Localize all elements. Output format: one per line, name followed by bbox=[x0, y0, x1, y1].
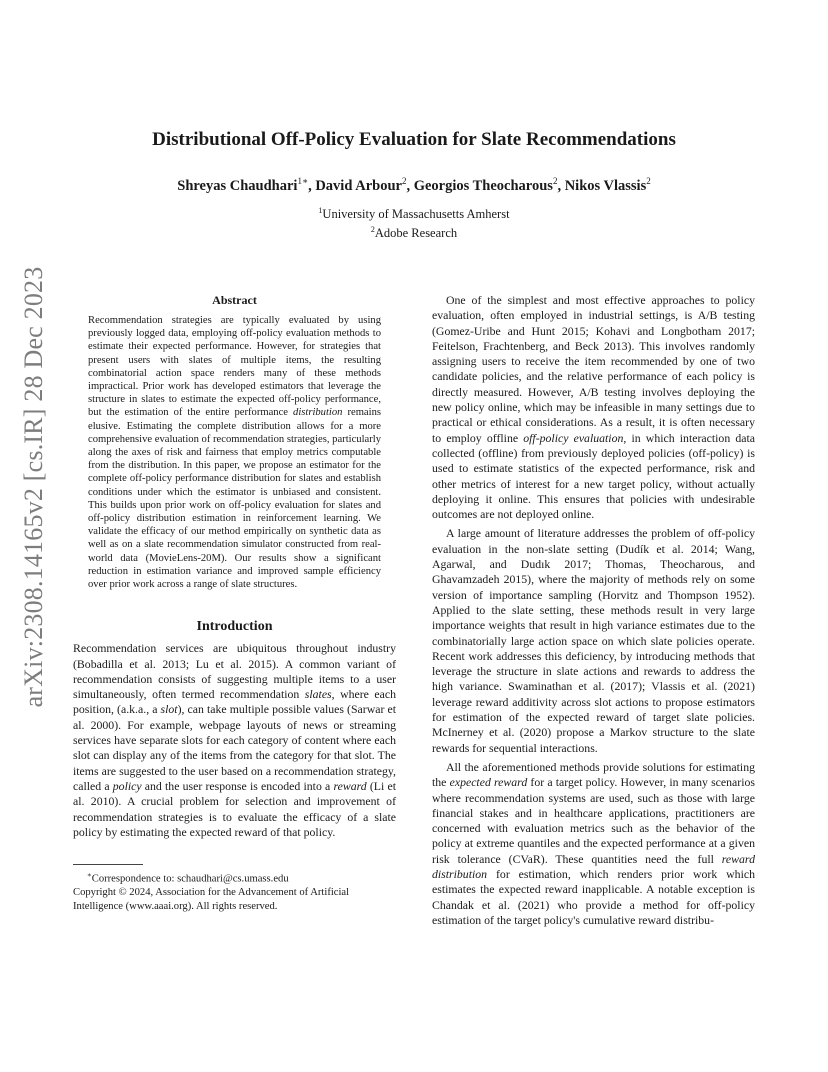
correspondence-text: Correspondence to: schaudhari@cs.umass.edu bbox=[91, 873, 289, 885]
paper-title: Distributional Off-Policy Evaluation for Slate Recommendations bbox=[152, 129, 676, 150]
abstract-text bbox=[88, 314, 381, 591]
text-run: for estimation, which renders prior work which estimates the expected reward inapplicable. A notable exception is Chandak et al. (2021) who provide a method for off-policy estimation of the target policy's cumulative reward distribu- bbox=[432, 866, 755, 927]
text-run: A large amount of literature addresses the problem of off-policy evaluation in the non-slate setting (Dudík et al. 2014; Wang, Agarwal, and Dudık 2017; Thomas, Theocharous, and Ghavamzadeh 2015), where the majority of methods rely on some version of importance sampling (Horvitz and Thompson 1952). Applied to the slate setting, these methods result in very large importance weights that result in high variance estimates due to the combinatorially large action space on which slate policies operate. Recent work addresses this deficiency, by introducing methods that leverage the structure in slate actions and rewards to address the high variance. Swaminathan et al. (2017); Vlassis et al. (2021) leverage reward additivity across slot actions to propose estimators for estimation of the expected reward of target slate policies. McInerney et al. (2020) propose a Markov structure to the slate rewards for sequential interactions. bbox=[432, 526, 755, 755]
text-run: , in which interaction data collected (offline) from previously deployed policies (off-policy) is used to estimate statistics of the expected performance, risk and other metrics of interest for a new target policy, without actually deploying it online. This ensures that policies with undesirable outcomes are not deployed online. bbox=[432, 430, 756, 522]
emphasized-text: slot bbox=[160, 702, 178, 717]
footnote-divider bbox=[73, 864, 143, 865]
body-paragraph-ab-testing bbox=[432, 293, 755, 522]
author-separator: , bbox=[557, 177, 565, 194]
author-name: Shreyas Chaudhari bbox=[177, 177, 298, 194]
introduction-heading: Introduction bbox=[196, 619, 273, 635]
text-run: , where each position, (a.k.a., a bbox=[73, 687, 396, 717]
author-name: Georgios Theocharous bbox=[413, 177, 553, 194]
affiliation-list bbox=[0, 203, 828, 241]
correspondence-footnote bbox=[73, 869, 396, 886]
text-run: (Li et al. 2010). A crucial problem for selection and improvement of recommendation strategies is to evaluate the efficacy of a slate policy by estimating the expected reward of that policy. bbox=[73, 778, 396, 839]
text-run: One of the simplest and most effective approaches to policy evaluation, often employed in industrial settings, is A/B testing (Gomez-Uribe and Hunt 2015; Kohavi and Longbotham 2017; Feitelson, Frachtenberg, and Beck 2013). This involves randomly assigning users to receive the item recommended by one of two candidate policies, and the relative performance of each policy is directly measured. However, A/B testing involves deploying the new policy online, which may be infeasible in many settings due to practical or ethical considerations. As a result, it is often necessary to employ offline bbox=[432, 293, 755, 445]
author-separator: , bbox=[406, 177, 414, 194]
affiliation-line bbox=[0, 222, 828, 241]
footnote-mark: ∗ bbox=[87, 871, 92, 880]
emphasized-text: policy bbox=[112, 778, 142, 793]
author-separator: , bbox=[308, 177, 316, 194]
author-affiliation-mark: 2 bbox=[401, 176, 407, 186]
emphasized-text: reward distribution bbox=[432, 851, 755, 881]
abstract-heading: Abstract bbox=[212, 293, 257, 307]
text-run: and the user response is encoded into a bbox=[141, 778, 334, 793]
emphasized-text: off-policy evaluation bbox=[523, 430, 624, 445]
text-run: Recommendation strategies are typically evaluated by using previously logged data, employing off-policy evaluation methods to estimate their expected performance. However, for strategies that present users with slates of multiple items, the resulting combinatorial action space renders many of these methods impractical. Prior work has developed estimators that leverage the structure in slates to estimate the expected off-policy performance, but the estimation of the entire performance bbox=[88, 315, 381, 419]
text-run: ), can take multiple possible values (Sarwar et al. 2000). For example, webpage layouts of news or streaming services have separate slots for each category of content where each slot can display any of the items from the category for that slot. The items are suggested to the user based on a recommendation strategy, called a bbox=[73, 702, 396, 793]
left-column bbox=[73, 293, 396, 913]
right-column bbox=[432, 293, 755, 928]
affiliation-name: Adobe Research bbox=[374, 226, 458, 241]
arxiv-identifier bbox=[14, 266, 54, 708]
copyright-notice: Copyright © 2024, Association for the Advancement of Artificial Intelligence (www.aaai.org). All rights reserved. bbox=[73, 887, 350, 912]
author-name: Nikos Vlassis bbox=[564, 177, 647, 194]
text-run: for a target policy. However, in many scenarios where recommendation systems are used, such as those with large financial stakes and in healthcare applications, practitioners are concerned with evaluation metrics such as the behavior of the policy at extreme quantiles and the expected performance at a given risk tolerance (CVaR). These quantities need the full bbox=[432, 775, 755, 866]
body-paragraph-expected-reward bbox=[432, 760, 755, 928]
text-run: remains elusive. Estimating the complete distribution allows for a more comprehensive evaluation of recommendation strategies, particularly along the axes of risk and fairness that employ metrics computable from the distribution. In this paper, we propose an estimator for the complete off-policy performance distribution for slates and establish conditions under which the estimator is unbiased and consistent. This builds upon prior work on off-policy evaluation for slates and off-policy distribution estimation in reinforcement learning. We validate the efficacy of our method empirically on synthetic data as well as on a slate recommendation simulator constructed from real-world data (MovieLens-20M). Our results show a significant reduction in estimation variance and improved sample efficiency over prior work across a range of slate structures. bbox=[88, 407, 382, 591]
introduction-paragraph bbox=[73, 641, 396, 840]
emphasized-text: slates bbox=[304, 687, 332, 702]
text-run: Recommendation services are ubiquitous throughout industry (Bobadilla et al. 2013; Lu et al. 2015). A common variant of recommendation consists of suggesting multiple items to a user simultaneously, often termed recommendation bbox=[73, 641, 396, 702]
author-name: David Arbour bbox=[315, 177, 402, 194]
body-paragraph-literature bbox=[432, 526, 755, 755]
text-run: All the aforementioned methods provide solutions for estimating the bbox=[432, 759, 755, 790]
arxiv-identifier-text: arXiv:2308.14165v2 [cs.IR] 28 Dec 2023 bbox=[19, 266, 48, 708]
author-affiliation-mark: 2 bbox=[646, 176, 651, 186]
emphasized-text: reward bbox=[333, 778, 367, 793]
author-affiliation-mark: 2 bbox=[552, 176, 558, 186]
affiliation-name: University of Massachusetts Amherst bbox=[322, 207, 510, 222]
affiliation-mark: 2 bbox=[370, 225, 375, 235]
affiliation-line bbox=[0, 203, 828, 222]
affiliation-mark: 1 bbox=[318, 206, 323, 215]
emphasized-text: expected reward bbox=[449, 775, 528, 790]
author-list bbox=[0, 176, 828, 195]
emphasized-text: distribution bbox=[293, 407, 343, 419]
author-affiliation-mark: 1∗ bbox=[297, 176, 309, 186]
